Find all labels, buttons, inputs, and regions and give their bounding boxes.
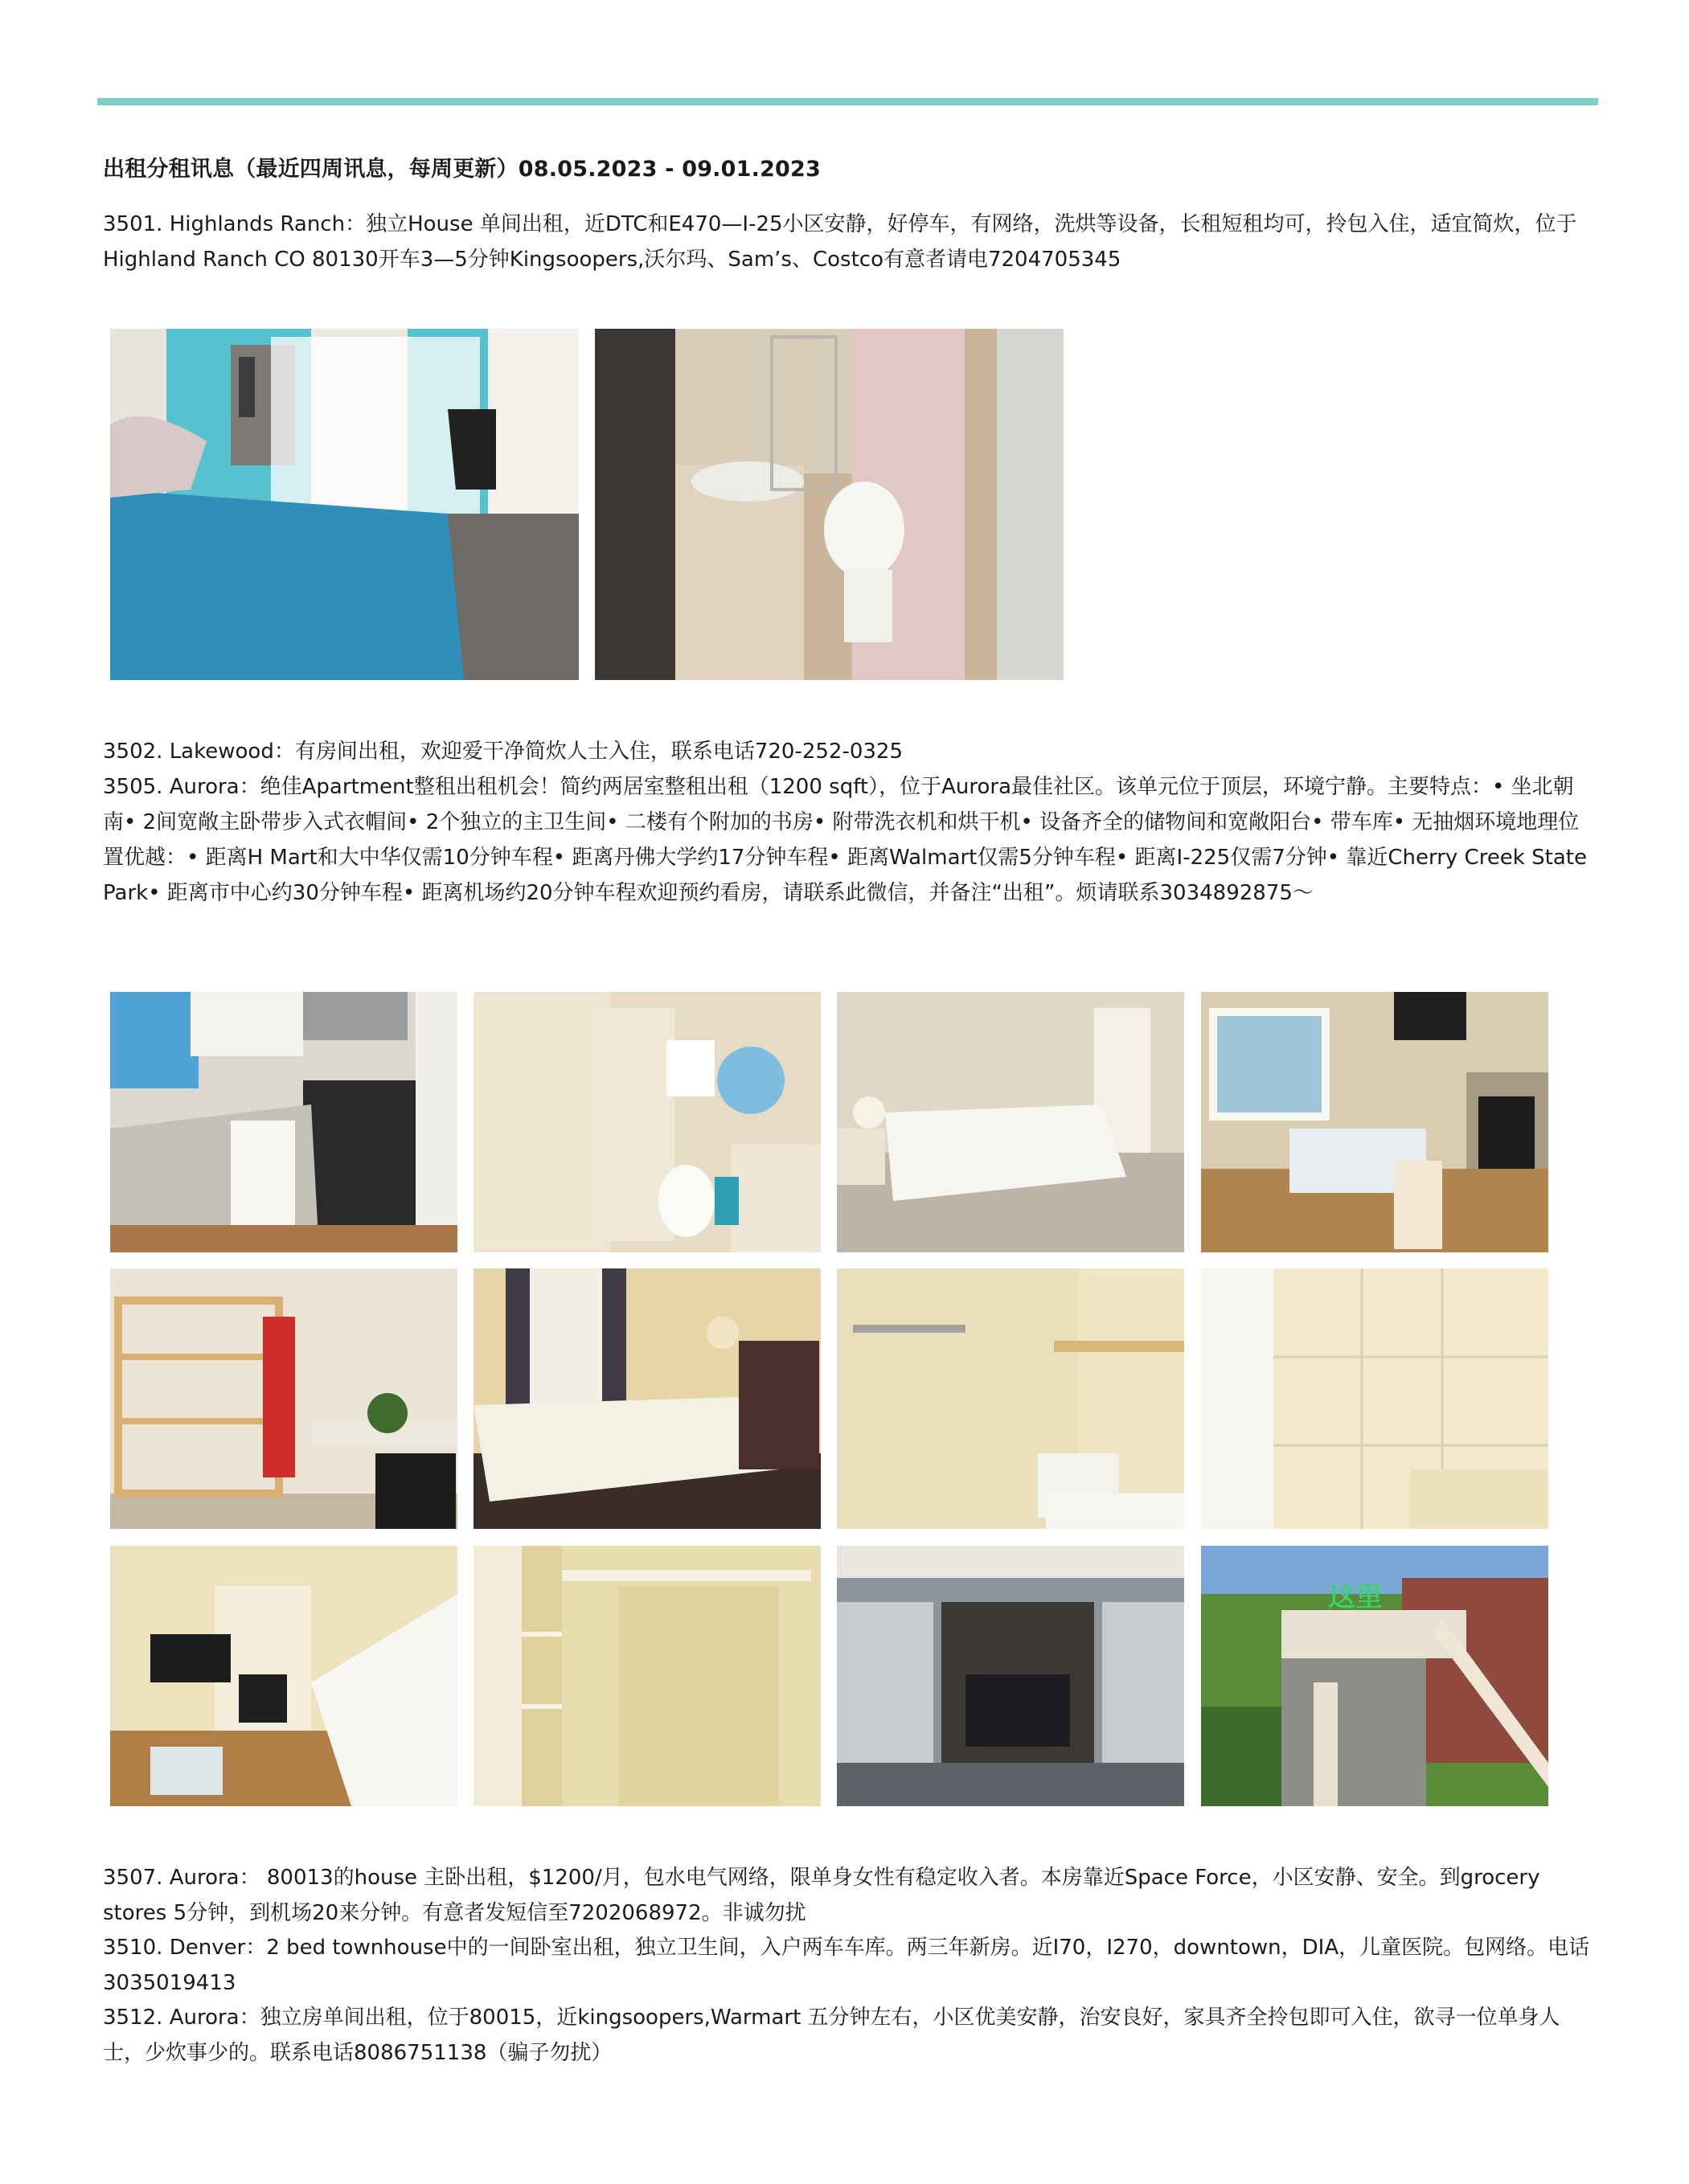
bathroom-3-photo [837, 1268, 1184, 1529]
garage-photo [837, 1546, 1184, 1806]
photo-annotation-label: 这里 [1328, 1581, 1383, 1613]
bathroom-photo [595, 329, 1064, 680]
bedroom-3-photo [473, 1268, 821, 1529]
dining-room-photo [1201, 992, 1548, 1252]
study-room-photo [110, 1268, 457, 1529]
listing-3501: 3501. Highlands Ranch：独立House 单间出租，近DTC和E470—I-25小区安静，好停车，有网络，洗烘等设备，长租短租均可，拎包入住，适宜简炊，位于Highland Ranch CO 80130开车3—5分钟Kingsoopers,沃尔玛、Sam’s、Costco有意者请电7204705345 [103, 212, 1577, 272]
page-title: 出租分租讯息（最近四周讯息，每周更新）08.05.2023 - 09.01.2023 [103, 157, 822, 182]
living-room-photo [110, 1546, 457, 1806]
listing-3507: 3507. Aurora： 80013的house 主卧出租，$1200/月，包水电气网络，限单身女性有稳定收入者。本房靠近Space Force，小区安静、安全。到grocery stores 5分钟，到机场20来分钟。有意者发短信至7202068972。非诚勿扰 [103, 1866, 1540, 1925]
kitchen-photo [110, 992, 457, 1252]
bedroom-2-photo [837, 992, 1184, 1252]
top-accent-rule [97, 98, 1598, 105]
bedroom-photo [110, 329, 579, 680]
listing-3510: 3510. Denver：2 bed townhouse中的一间卧室出租，独立卫生间，入户两车车库。两三年新房。近I70，I270，downtown，DIA，儿童医院。包网络。电话3035019413 [103, 1936, 1590, 1995]
listing-3505: 3505. Aurora：绝佳Apartment整租出租机会！简约两居室整租出租（1200 sqft），位于Aurora最佳社区。该单元位于顶层，环境宁静。主要特点：• 坐北朝南• 2间宽敞主卧带步入式衣帽间• 2个独立的主卫生间• 二楼有个附加的书房• 附带洗衣机和烘干机• 设备齐全的储物间和宽敞阳台• 带车库• 无抽烟环境地理位置优越：• 距离H Mart和大中华仅需10分钟车程• 距离丹佛大学约17分钟车程• 距离Walmart仅需5分钟车程• 距离I-225仅需7分钟• 靠近Cherry Creek State Park• 距离市中心约30分钟车程• 距离机场约20分钟车程欢迎预约看房，请联系此微信，并备注“出租”。烦请联系3034892875～ [103, 775, 1587, 905]
listing-3502: 3502. Lakewood：有房间出租，欢迎爱干净简炊人士入住，联系电话720-252-0325 [103, 740, 904, 764]
bathroom-2-photo [473, 992, 821, 1252]
building-exterior-photo [1201, 1546, 1548, 1806]
shower-photo [1201, 1268, 1548, 1529]
listing-3512: 3512. Aurora：独立房单间出租，位于80015，近kingsoopers,Warmart 五分钟左右，小区优美安静，治安良好，家具齐全拎包即可入住，欲寻一位单身人士，少炊事少的。联系电话8086751138（骗子勿扰） [103, 2006, 1560, 2065]
closet-photo [473, 1546, 821, 1806]
